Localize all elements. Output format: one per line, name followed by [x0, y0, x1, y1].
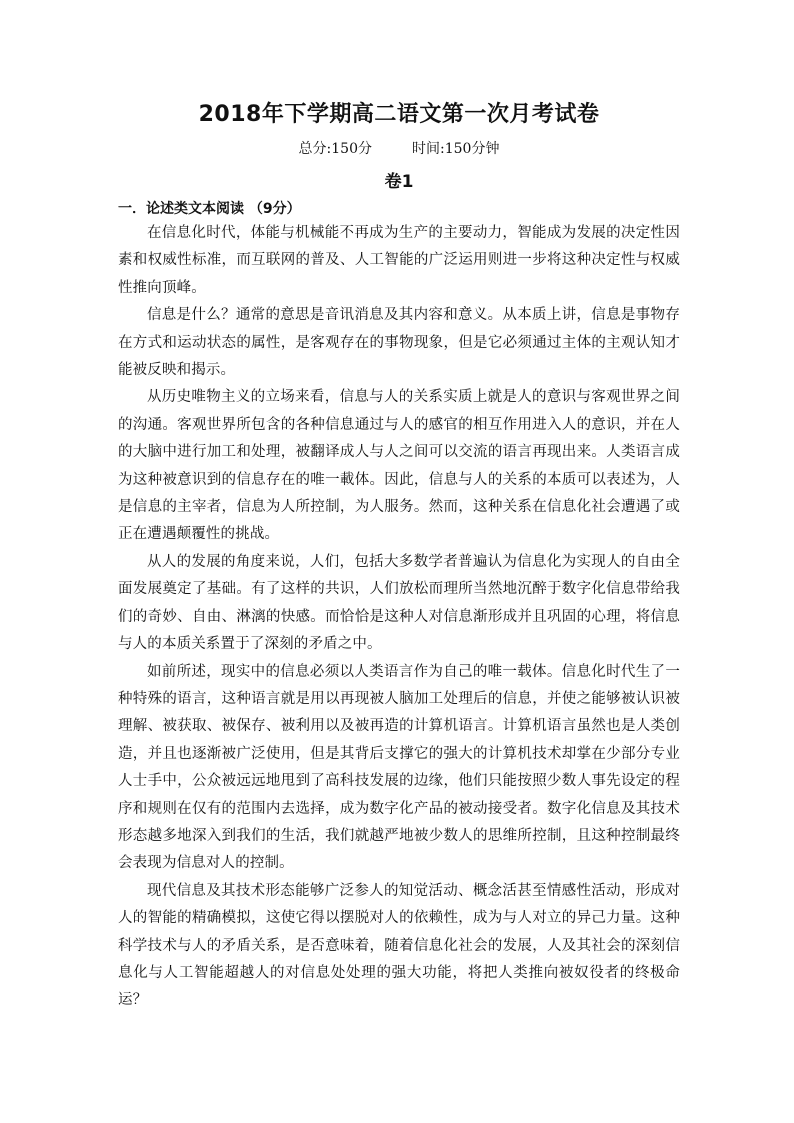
exam-time: 时间:150分钟: [412, 141, 500, 157]
paragraph: 从历史唯物主义的立场来看，信息与人的关系实质上就是人的意识与客观世界之间的沟通。客观世界所包含的各种信息通过与人的感官的相互作用进入人的意识，并在人的大脑中进行加工和处理，被翻译成人与人之间可以交流的语言再现出来。人类语言成为这种被意识到的信息存在的唯一載体。因此，信息与人的关系的本质可以表述为，人是信息的主宰者，信息为人所控制，为人服务。然而，这种关系在信息化社会遭遇了或正在遭遇颠覆性的挑战。: [118, 389, 680, 543]
paragraph: 在信息化时代，体能与机械能不再成为生产的主要动力，智能成为发展的决定性因素和权威性标准，而互联网的普及、人工智能的广泛运用则进一步将这种决定性与权威性推向顶峰。: [118, 225, 680, 296]
paragraph: 信息是什么？通常的意思是音讯消息及其内容和意义。从本质上讲，信息是事物存在方式和运动状态的属性，是客观存在的事物现象，但是它必须通过主体的主观认知才能被反映和揭示。: [118, 307, 680, 379]
total-score: 总分:150分: [298, 141, 372, 157]
paragraph: 从人的发展的角度来说，人们，包括大多数学者普遍认为信息化为实现人的自由全面发展奠定了基础。有了这样的共识，人们放松而理所当然地沉醉于数字化信息带给我们的奇妙、自由、淋漓的快感。而恰恰是这种人对信息渐形成并且巩固的心理，将信息与人的本质关系置于了深刻的矛盾之中。: [118, 553, 680, 653]
paragraph: 现代信息及其技术形态能够广泛参人的知觉活动、概念活甚至情感性活动，形成对人的智能的精确模拟，这使它得以摆脱对人的依赖性，成为与人对立的异己力量。这种科学技术与人的矛盾关系，是否意味着，随着信息化社会的发展，人及其社会的深刻信息化与人工智能超越人的对信息处处理的强大功能，将把人类推向被奴役者的终极命运？: [118, 882, 680, 1009]
exam-page: [118, 100, 680, 1015]
volume-heading: 卷1: [384, 172, 414, 192]
paragraph: 如前所述，现实中的信息必须以人类语言作为自己的唯一载体。信息化时代生了一种特殊的语言，这种语言就是用以再现被人脑加工处理后的信息，并使之能够被认识被理解、被获取、被保存、被利用以及被再造的计算机语言。计算机语言虽然也是人类创造，并且也逐渐被广泛使用，但是其背后支撑它的强大的计算机技术却掌在少部分专业人士手中，公众被远远地甩到了高科技发展的边缘，他们只能按照少数人事先设定的程序和规则在仅有的范围内去选择，成为数字化产品的被动接受者。数字化信息及其技术形态越多地深入到我们的生活，我们就越严地被少数人的思维所控制，且这种控制最终会表现为信息对人的控制。: [118, 663, 680, 872]
section-heading: 一．论述类文本阅读 （9分）: [118, 201, 301, 217]
exam-title: 2018年下学期高二语文第一次月考试卷: [198, 102, 600, 127]
exam-meta: [118, 138, 680, 160]
